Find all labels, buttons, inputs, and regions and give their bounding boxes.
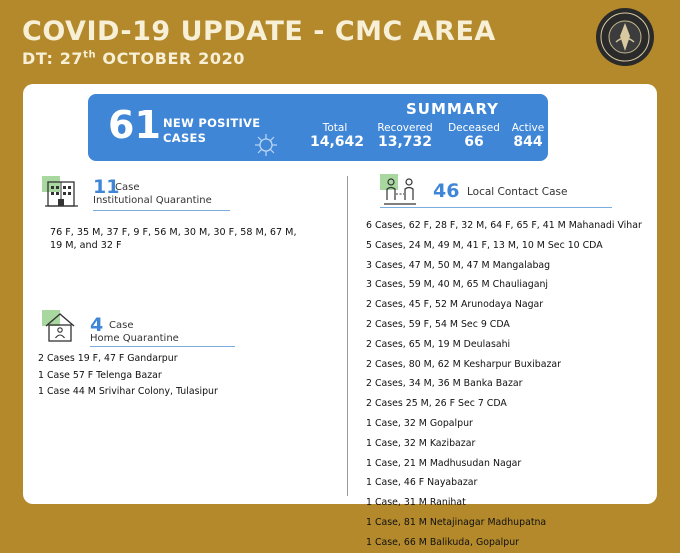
home-count: 4 bbox=[90, 314, 104, 336]
date-suffix-ordinal: th bbox=[83, 49, 97, 61]
list-item: 2 Cases, 80 M, 62 M Kesharpur Buxibazar bbox=[366, 358, 562, 370]
local-contact-list bbox=[366, 216, 642, 553]
list-item: 1 Case, 81 M Netajinagar Madhupatna bbox=[366, 516, 547, 528]
list-item: 2 Cases 19 F, 47 F Gandarpur bbox=[38, 353, 178, 364]
summary-title: SUMMARY bbox=[406, 100, 500, 118]
date-month-year: OCTOBER 2020 bbox=[96, 49, 246, 68]
list-item: 2 Cases, 45 F, 52 M Arunodaya Nagar bbox=[366, 299, 544, 311]
list-item: 2 Cases, 34 M, 36 M Banka Bazar bbox=[366, 378, 523, 390]
list-item: 1 Case, 66 M Balikuda, Gopalpur bbox=[366, 536, 519, 548]
home-unit: Case bbox=[109, 320, 134, 331]
list-item: 1 Case, 32 M Gopalpur bbox=[366, 417, 473, 429]
page-title: COVID-19 UPDATE - CMC AREA bbox=[22, 16, 496, 47]
stat-active bbox=[508, 122, 548, 150]
new-positive-label bbox=[163, 116, 260, 146]
stat-value: 14,642 bbox=[310, 134, 365, 150]
local-contact-count: 46 bbox=[433, 180, 460, 202]
stat-value: 13,732 bbox=[377, 134, 433, 150]
list-item: 3 Cases, 47 M, 50 M, 47 M Mangalabag bbox=[366, 259, 551, 271]
new-positive-label-line2: CASES bbox=[163, 131, 207, 145]
list-item: 6 Cases, 62 F, 28 F, 32 M, 64 F, 65 F, 41 M Mahanadi Vihar bbox=[366, 220, 642, 231]
local-contact-label: Local Contact Case bbox=[467, 186, 568, 198]
list-item: 2 Cases, 59 F, 54 M Sec 9 CDA bbox=[366, 318, 510, 330]
institutional-details-line1: 76 F, 35 M, 37 F, 9 F, 56 M, 30 M, 30 F, 58 M, 67 M, bbox=[50, 227, 297, 238]
list-item: 1 Case, 21 M Madhusudan Nagar bbox=[366, 457, 522, 469]
institutional-details bbox=[50, 226, 340, 252]
home-underline bbox=[90, 346, 235, 347]
hospital-building-icon bbox=[42, 176, 82, 210]
summary-banner bbox=[88, 94, 548, 161]
column-divider bbox=[347, 176, 348, 496]
institutional-unit: Case bbox=[115, 182, 140, 193]
stat-label: Active bbox=[511, 122, 545, 134]
institutional-underline bbox=[93, 210, 230, 211]
institutional-count: 11 bbox=[93, 176, 120, 198]
new-positive-count: 61 bbox=[108, 103, 161, 147]
stat-label: Total bbox=[322, 122, 348, 134]
list-item: 1 Case, 31 M Ranihat bbox=[366, 497, 466, 509]
stat-value: 844 bbox=[513, 134, 543, 150]
stat-label: Deceased bbox=[448, 122, 500, 134]
virus-icon bbox=[253, 132, 279, 158]
list-item: 1 Case 44 M Srivihar Colony, Tulasipur bbox=[38, 386, 218, 397]
contact-people-icon bbox=[380, 174, 420, 208]
stat-total bbox=[310, 122, 365, 150]
list-item: 1 Case, 46 F Nayabazar bbox=[366, 477, 478, 489]
institutional-details-line2: 19 M, and 32 F bbox=[50, 240, 122, 251]
home-cases-list bbox=[38, 351, 218, 401]
list-item: 1 Case, 32 M Kazibazar bbox=[366, 437, 476, 449]
list-item: 3 Cases, 59 M, 40 M, 65 M Chauliaganj bbox=[366, 279, 548, 291]
stat-value: 66 bbox=[464, 134, 484, 150]
home-icon bbox=[40, 310, 80, 344]
municipal-emblem-logo bbox=[594, 6, 656, 68]
new-positive-label-line1: NEW POSITIVE bbox=[163, 116, 261, 130]
list-item: 1 Case 57 F Telenga Bazar bbox=[38, 369, 162, 381]
list-item: 2 Cases 25 M, 26 F Sec 7 CDA bbox=[366, 398, 507, 410]
list-item: 5 Cases, 24 M, 49 M, 41 F, 13 M, 10 M Sec 10 CDA bbox=[366, 239, 603, 251]
stat-recovered bbox=[370, 122, 440, 150]
stat-label: Recovered bbox=[377, 122, 433, 134]
report-date bbox=[22, 49, 245, 68]
stat-deceased bbox=[443, 122, 505, 150]
institutional-label: Institutional Quarantine bbox=[93, 195, 212, 206]
date-prefix: DT: 27 bbox=[22, 49, 84, 68]
local-contact-underline bbox=[380, 207, 612, 208]
home-label: Home Quarantine bbox=[90, 333, 179, 344]
list-item: 2 Cases, 65 M, 19 M Deulasahi bbox=[366, 338, 511, 350]
